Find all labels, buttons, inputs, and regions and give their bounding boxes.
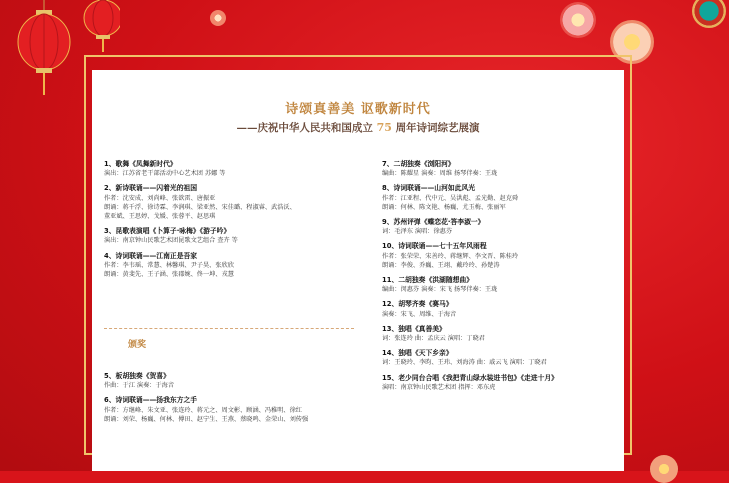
program-item [104,252,354,280]
program-item [382,184,622,212]
item-heading: 8、诗词联诵——山河如此风光 [382,184,476,193]
item-heading: 6、诗词联诵——扬我东方之手 [104,396,198,405]
program-item [104,227,354,245]
item-detail: 作者：江亚程、代中元、吴洪彪、孟光勤、赵克舜 [382,194,519,202]
program-column-left-lower [104,372,354,430]
flower-decoration [560,2,596,38]
item-heading: 14、独唱《天下乡亲》 [382,349,453,358]
item-heading: 4、诗词联诵——江南正是吾家 [104,251,198,260]
item-detail: 演奏：宋飞、周维、于海音 [382,310,457,318]
item-detail: 朗诵：蒋千浮、徐诗霖、李润琪、梁亚然、宋佳璐、程淑睿、武浩沃、 [104,203,296,211]
program-item [382,349,622,367]
item-heading: 1、歌舞《凤舞新时代》 [104,160,177,168]
award-section [104,328,354,350]
item-detail: 朗诵：刘荣、杨巍、何林、傅田、赵宁生、王燕、蔡晓鸣、金荣山、刘传强 [104,415,309,423]
item-detail: 作者：李韦瑶、常慧、林馨琪、尹子昊、张欣欣 [104,261,234,269]
program-item [382,160,622,178]
item-detail: 词：张连玲 曲：孟庆云 演唱：丁晓君 [382,335,485,343]
item-heading: 9、苏州评弹《蝶恋花·答李淑一》 [382,218,485,227]
program-column-left [104,160,354,285]
item-detail: 朗诵：李俊、乔巍、王翊、戴玲玲、孙楚涛 [382,261,500,269]
item-detail: 词：毛泽东 演唱：徐惠芬 [382,228,453,236]
program-item [382,325,622,343]
item-detail: 作曲：于江 演奏：于海音 [104,382,175,390]
item-detail: 词：王晓玲、李昀、王玮、刘海涛 曲：戚云飞 演唱：丁晓君 [382,359,547,367]
item-heading: 3、昆歌表演唱《卜算子·咏梅》《游子吟》 [104,227,231,236]
flower-decoration [210,10,226,26]
item-detail: 作者：张荣荣、宋善玲、蒋继辉、李文晋、陈桂玲 [382,252,519,260]
item-detail: 编曲：陈耀星 演奏：周维 扬琴伴奏：王珑 [382,170,498,178]
flower-decoration [650,455,678,483]
item-detail: 演出：南京钟山民歌艺术团昆歌文艺组合 查卉 等 [104,237,238,245]
program-column-right [382,160,622,398]
program-item [382,276,622,294]
item-heading: 10、诗词联诵——七十五年风雨程 [382,242,487,251]
item-detail: 朗诵：何林、陈文艳、杨巍、尤玉梅、张丽军 [382,203,506,211]
section-divider [104,328,354,329]
subtitle-prefix: ——庆祝中华人民共和国成立 [236,122,373,134]
program-title: 诗颂真善美 讴歌新时代 [285,102,431,117]
item-heading: 12、胡琴齐奏《赛马》 [382,300,453,309]
item-heading: 11、二胡独奏《洪湖随想曲》 [382,276,474,285]
program-sheet [92,70,624,471]
anniversary-number: 75 [376,121,392,134]
program-item [104,396,354,424]
program-item [382,300,622,318]
item-heading: 5、板胡独奏《贺喜》 [104,372,170,380]
program-item [382,374,622,392]
item-detail: 作者：方继峰、朱文亚、张连玲、蒋元之、周文彬、顾涵、冯稚明、徐红 [104,406,302,414]
program-item [104,372,354,390]
item-detail: 演唱：南京钟山民歌艺术团 指挥：邓东虎 [382,383,496,391]
item-detail: 朗诵：黄斐先、王子涵、张郡婉、佟一坤、戎慧 [104,271,234,279]
program-item [104,184,354,221]
item-heading: 2、新诗联诵——闪着光的祖国 [104,184,198,193]
item-detail: 编曲：闵惠芬 演奏：宋飞 扬琴伴奏：王珑 [382,286,498,294]
item-heading: 15、老少同台合唱《我把青山绿水装进书包》《走进十月》 [382,373,558,382]
item-heading: 7、二胡独奏《浏阳河》 [382,160,455,168]
item-heading: 13、独唱《真善美》 [382,324,446,333]
program-subtitle [92,120,624,135]
item-detail: 演出：江苏省老干部活动中心艺术团 苏娜 等 [104,170,226,178]
item-detail: 作者：沈安成、刘尚峰、张欲雷、唐振亚 [104,194,216,202]
program-item [382,242,622,270]
program-item [104,160,354,178]
item-detail: 董亚斌、王思婷、戈媛、张蓉平、赵思琪 [104,213,216,221]
section-label: 颁奖 [128,340,147,350]
program-item [382,218,622,236]
subtitle-suffix: 周年诗词综艺展演 [395,122,480,134]
